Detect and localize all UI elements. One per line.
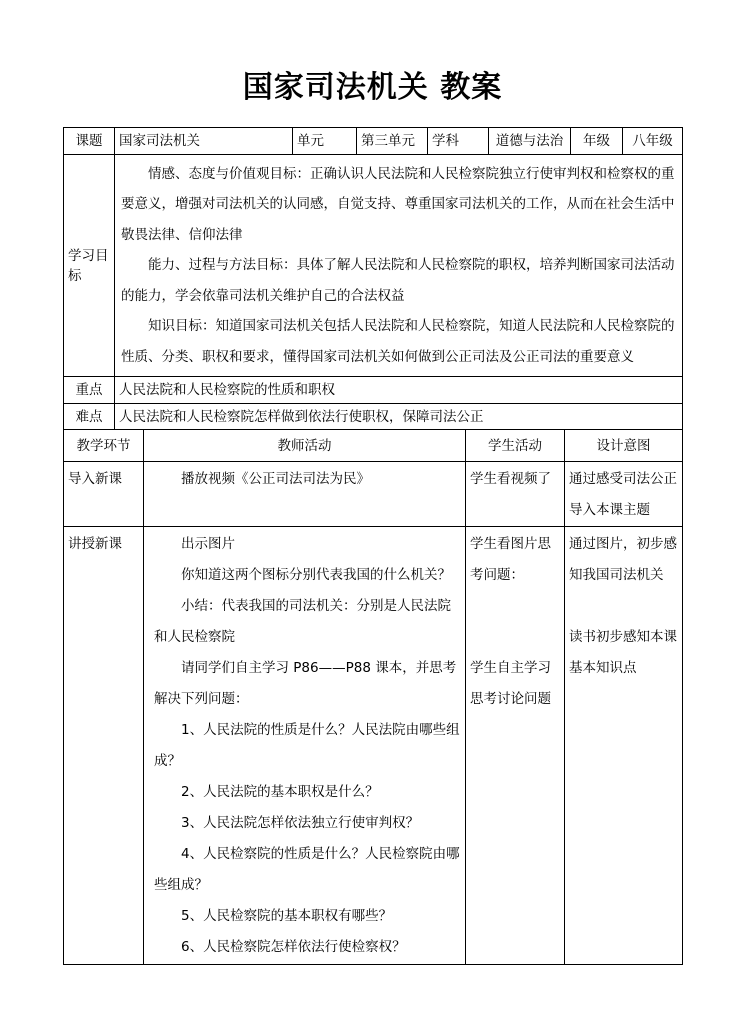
teacher-step: 出示图片 xyxy=(181,536,235,552)
teacher-step: 2、人民法院的基本职权是什么？ xyxy=(181,784,379,800)
intent-intro: 通过感受司法公正导入本课主题 xyxy=(565,462,683,527)
teacher-step: 4、人民检察院的性质是什么？人民检察院由哪些组成？ xyxy=(154,846,460,893)
difficult-point-text: 人民法院和人民检察院怎样做到依法行使职权，保障司法公正 xyxy=(115,404,683,430)
stage-lecture: 讲授新课 xyxy=(64,527,144,965)
topic-label: 课题 xyxy=(64,128,115,155)
teacher-intro: 播放视频《公正司法司法为民》 xyxy=(144,462,466,527)
header-teacher: 教师活动 xyxy=(144,430,466,462)
lesson-info-table xyxy=(63,127,683,430)
header-intent: 设计意图 xyxy=(565,430,683,462)
document-title: 国家司法机关 教案 xyxy=(242,70,503,105)
subject-value: 道德与法治 xyxy=(489,128,571,155)
objective-knowledge: 知识目标：知道国家司法机关包括人民法院和人民检察院，知道人民法院和人民检察院的性质、分类、职权和要求，懂得国家司法机关如何做到公正司法及公正司法的重要意义 xyxy=(121,318,675,365)
teacher-step: 小结：代表我国的司法机关：分别是人民法院和人民检察院 xyxy=(154,598,451,645)
student-activity-1: 学生看图片思考问题： xyxy=(470,536,551,583)
teacher-step: 1、人民法院的性质是什么？人民法院由哪些组成？ xyxy=(154,722,460,769)
header-stage: 教学环节 xyxy=(64,430,144,462)
grade-value: 八年级 xyxy=(623,128,683,155)
teaching-process-table xyxy=(63,429,683,965)
intent-2: 读书初步感知本课基本知识点 xyxy=(569,629,677,676)
header-student: 学生活动 xyxy=(466,430,565,462)
unit-value: 第三单元 xyxy=(357,128,428,155)
student-lecture xyxy=(466,527,565,965)
stage-intro: 导入新课 xyxy=(64,462,144,527)
objectives-label: 学习目标 xyxy=(64,155,115,377)
key-point-text: 人民法院和人民检察院的性质和职权 xyxy=(115,377,683,404)
intent-1: 通过图片，初步感知我国司法机关 xyxy=(569,536,677,583)
topic-value: 国家司法机关 xyxy=(115,128,293,155)
difficult-point-label: 难点 xyxy=(64,404,115,430)
teacher-step: 6、人民检察院怎样依法行使检察权？ xyxy=(181,939,406,955)
objectives-content xyxy=(115,155,683,377)
teacher-step: 3、人民法院怎样依法独立行使审判权？ xyxy=(181,815,420,831)
student-intro: 学生看视频了 xyxy=(466,462,565,527)
grade-label: 年级 xyxy=(571,128,623,155)
intent-lecture xyxy=(565,527,683,965)
teacher-step: 你知道这两个图标分别代表我国的什么机关？ xyxy=(181,567,451,583)
subject-label: 学科 xyxy=(428,128,489,155)
objective-emotion: 情感、态度与价值观目标：正确认识人民法院和人民检察院独立行使审判权和检察权的重要意义，增强对司法机关的认同感，自觉支持、尊重国家司法机关的工作，从而在社会生活中敬畏法律、信仰法律 xyxy=(121,165,675,243)
teacher-step: 请同学们自主学习 P86——P88 课本，并思考解决下列问题： xyxy=(154,660,457,707)
key-point-label: 重点 xyxy=(64,377,115,404)
unit-label: 单元 xyxy=(293,128,357,155)
teacher-step: 5、人民检察院的基本职权有哪些？ xyxy=(181,908,393,924)
teacher-lecture xyxy=(144,527,466,965)
student-activity-2: 学生自主学习思考讨论问题 xyxy=(470,660,551,707)
objective-ability: 能力、过程与方法目标：具体了解人民法院和人民检察院的职权，培养判断国家司法活动的能力，学会依靠司法机关维护自己的合法权益 xyxy=(121,257,675,304)
